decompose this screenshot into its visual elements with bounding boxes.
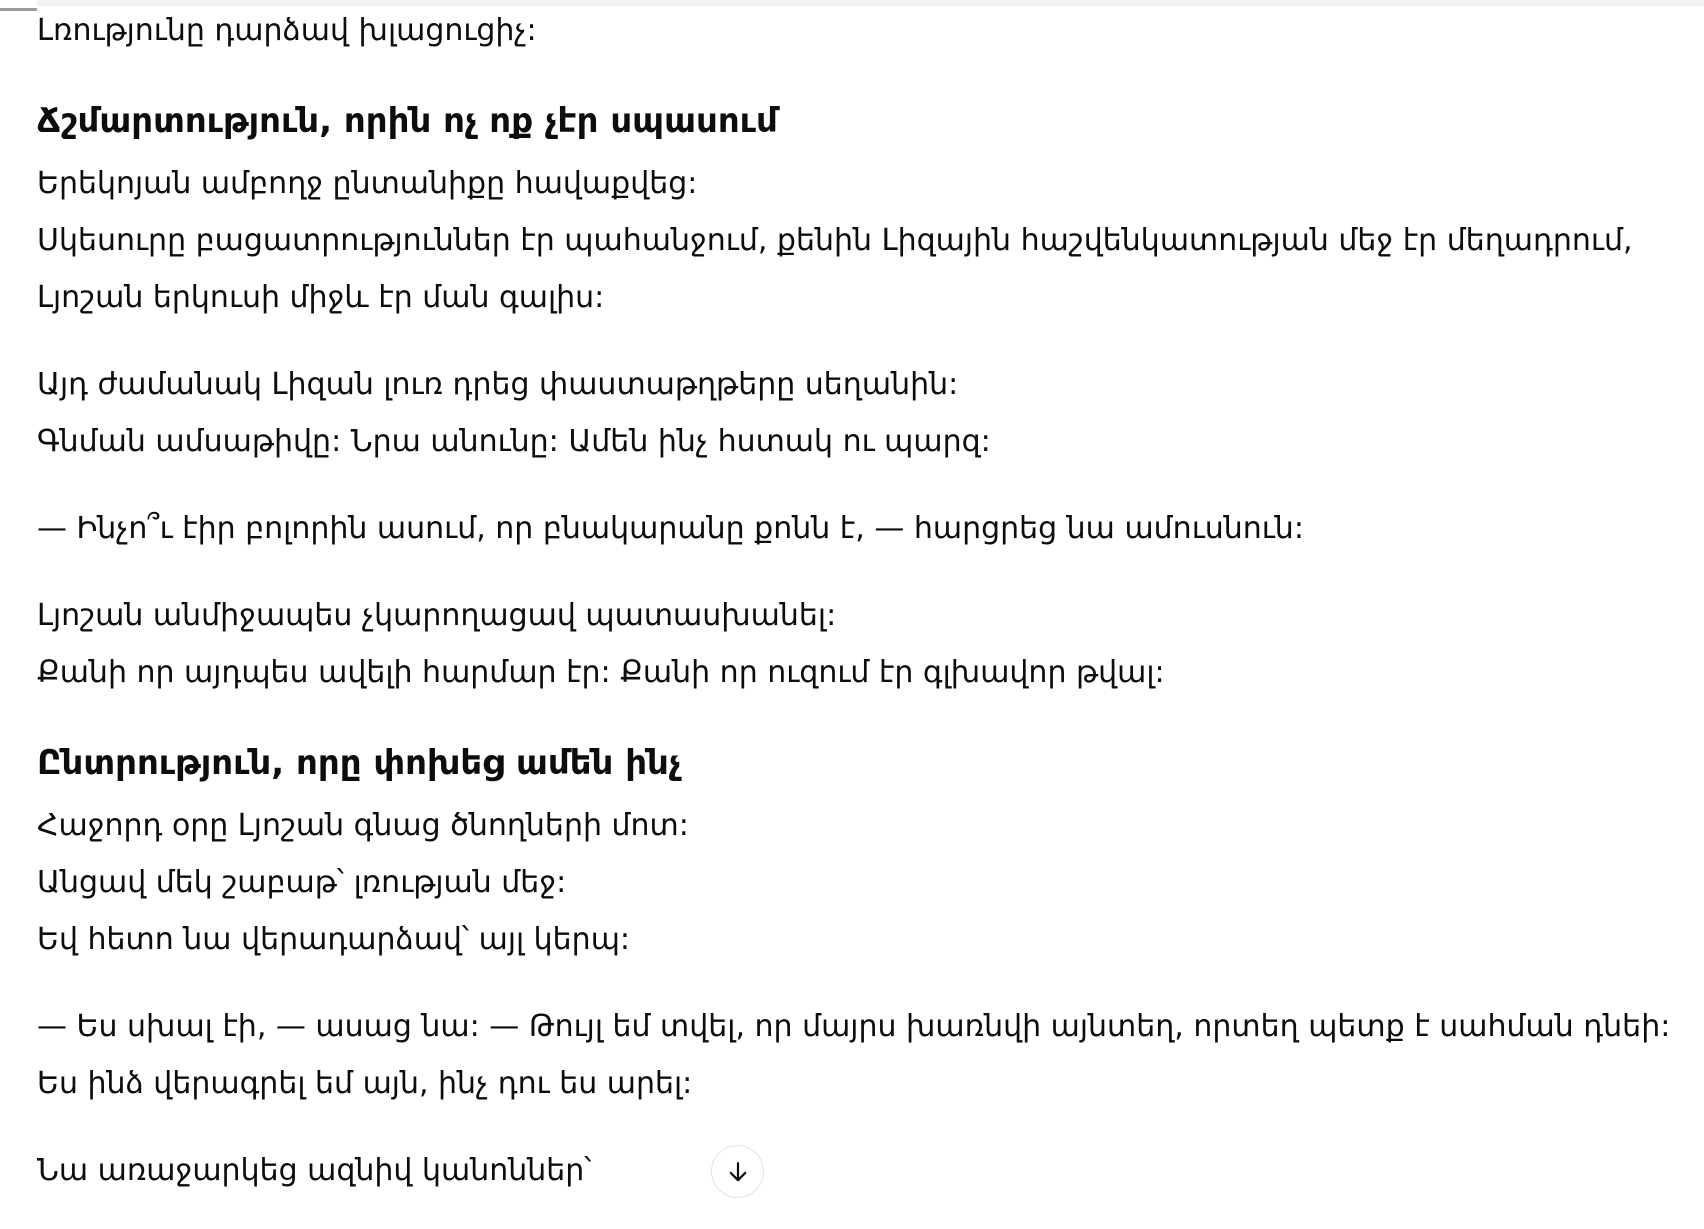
text-line: Անցավ մեկ շաբաթ՝ լռության մեջ:: [37, 865, 567, 900]
paragraph: [37, 1142, 1684, 1199]
text-line: Եվ հետո նա վերադարձավ՝ այլ կերպ:: [37, 922, 631, 957]
text-line: Այդ ժամանակ Լիզան լուռ դրեց փաստաթղթերը սեղանին:: [37, 367, 959, 402]
text-line: Գնման ամսաթիվը: Նրա անունը: Ամեն ինչ հստակ ու պարզ:: [37, 424, 991, 459]
text-line: — Ինչո՞ւ էիր բոլորին ասում, որ բնակարանը քոնն է, — հարցրեց նա ամուսնուն:: [37, 511, 1304, 546]
paragraph: [37, 155, 1684, 326]
chat-message-text: [37, 0, 1684, 1229]
section-heading: Ընտրություն, որը փոխեց ամեն ինչ: [37, 743, 682, 783]
scrolled-element-edge-fragment: [0, 8, 37, 11]
paragraph: [37, 2, 1684, 59]
section-heading: Ճշմարտություն, որին ոչ ոք չէր սպասում: [37, 101, 778, 141]
paragraph: [37, 587, 1684, 701]
paragraph-dialogue: [37, 998, 1684, 1112]
text-line: Սկեսուրը բացատրություններ էր պահանջում, քենին Լիզային հաշվենկատության մեջ էր մեղադրում,: [37, 223, 1633, 258]
paragraph: [37, 356, 1684, 470]
text-line: Նա առաջարկեց ազնիվ կանոններ՝: [37, 1153, 592, 1188]
text-line: Երեկոյան ամբողջ ընտանիքը հավաքվեց:: [37, 166, 698, 201]
text-line: Լռությունը դարձավ խլացուցիչ:: [37, 13, 537, 48]
text-line: — Ես սխալ էի, — ասաց նա: — Թույլ եմ տվել, որ մայրս խառնվի այնտեղ, որտեղ պետք է սահման դնեի:: [37, 1009, 1671, 1044]
text-line: Քանի որ այդպես ավելի հարմար էր: Քանի որ ուզում էր գլխավոր թվալ:: [37, 655, 1165, 690]
text-line: Լյոշան երկուսի միջև էր ման գալիս:: [37, 280, 605, 315]
text-line: Լյոշան անմիջապես չկարողացավ պատասխանել:: [37, 598, 837, 633]
paragraph: [37, 797, 1684, 968]
scroll-to-bottom-button[interactable]: [711, 1145, 764, 1198]
down-arrow-icon: [724, 1158, 752, 1186]
text-line: Ես ինձ վերագրել եմ այն, ինչ դու ես արել:: [37, 1066, 693, 1101]
paragraph-dialogue: [37, 500, 1684, 557]
text-line: Հաջորդ օրը Լյոշան գնաց ծնողների մոտ:: [37, 808, 689, 843]
